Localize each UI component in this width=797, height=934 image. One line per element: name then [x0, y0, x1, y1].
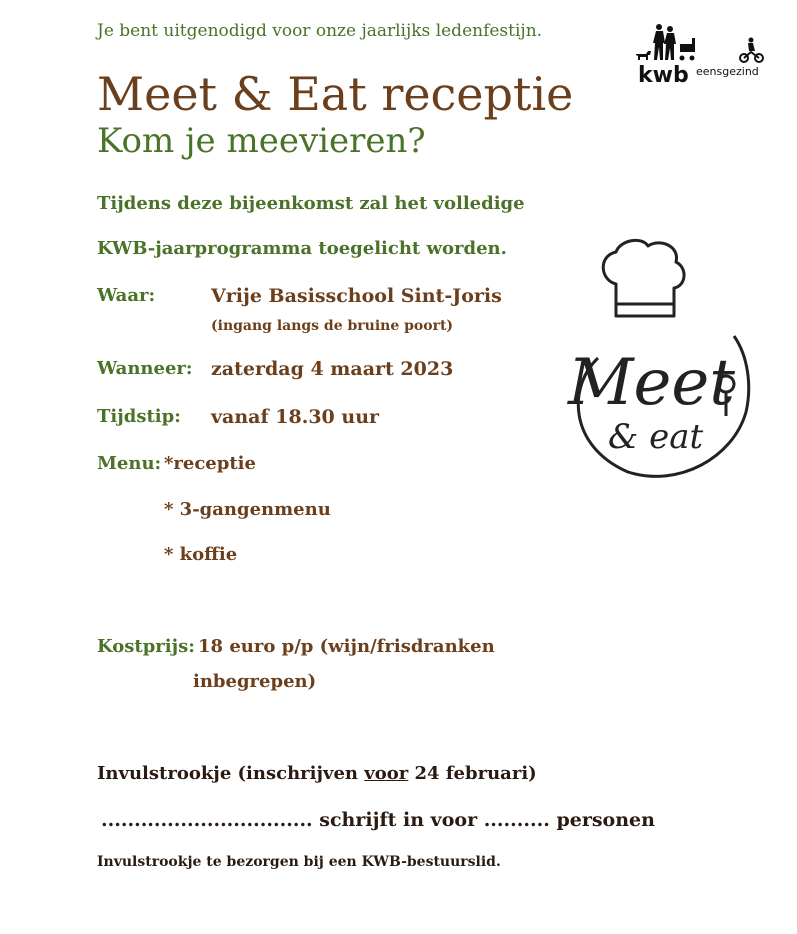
page-title: Meet & Eat receptie: [97, 67, 574, 121]
kwb-logo-text: kwb: [638, 63, 689, 86]
kostprijs-value-line-2: inbegrepen): [193, 671, 317, 692]
invulstrook-title-start: Invulstrookje (inschrijven: [97, 763, 365, 784]
intro-text: Je bent uitgenodigd voor onze jaarlijks ledenfestijn.: [97, 21, 543, 41]
info-line-2: KWB-jaarprogramma toegelicht worden.: [97, 238, 507, 259]
waar-value: Vrije Basisschool Sint-Joris: [211, 285, 502, 307]
menu-item: * 3-gangenmenu: [164, 499, 331, 520]
menu-item: * koffie: [164, 544, 238, 565]
kwb-logo-tagline: eensgezind: [696, 65, 759, 78]
menu-label: Menu:: [97, 453, 162, 474]
kostprijs-label: Kostprijs:: [97, 636, 195, 657]
wanneer-label: Wanneer:: [97, 358, 193, 379]
invulstrook-title-emphasis: voor: [364, 763, 409, 784]
invulstrook-title: [97, 763, 537, 784]
tijdstip-value: vanaf 18.30 uur: [211, 406, 380, 428]
page-subtitle: Kom je meevieren?: [97, 121, 426, 161]
invulstrook-line: ................................ schrijft in voor .......... personen: [101, 809, 655, 831]
invulstrook-note: Invulstrookje te bezorgen bij een KWB-bestuurslid.: [97, 854, 501, 870]
chef-hat-icon: [603, 240, 684, 316]
wanneer-value: zaterdag 4 maart 2023: [211, 358, 454, 380]
menu-item: *receptie: [164, 453, 256, 474]
kostprijs-value-line-1: 18 euro p/p (wijn/frisdranken: [198, 636, 495, 657]
waar-label: Waar:: [97, 285, 156, 306]
waar-note: (ingang langs de bruine poort): [211, 318, 454, 334]
meet-logo-text: Meet: [568, 346, 735, 420]
tijdstip-label: Tijdstip:: [97, 406, 181, 427]
eat-logo-text: & eat: [608, 417, 704, 457]
kwb-logo: [632, 20, 774, 86]
invulstrook-title-end: 24 februari): [408, 763, 537, 784]
info-line-1: Tijdens deze bijeenkomst zal het volledige: [97, 193, 525, 214]
meet-and-eat-logo: [538, 236, 754, 484]
